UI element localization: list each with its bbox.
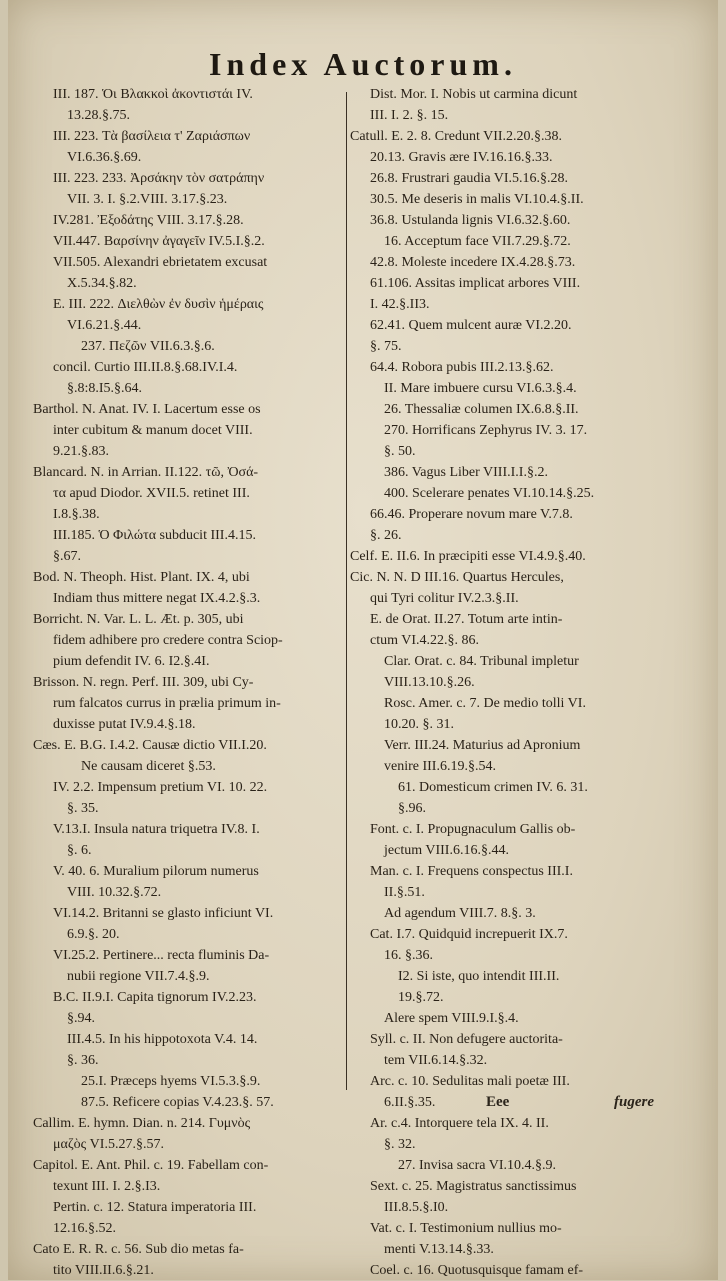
index-entry-line: tito VIII.II.6.§.21. bbox=[53, 1263, 154, 1278]
index-entry-line: §. 75. bbox=[370, 339, 402, 354]
page-title: Index Auctorum. bbox=[209, 46, 517, 82]
index-entry-line: V. 40. 6. Muralium pilorum numerus bbox=[53, 864, 259, 879]
index-entry-line: 13.28.§.75. bbox=[67, 108, 130, 123]
index-entry-line: Man. c. I. Frequens conspectus III.I. bbox=[370, 864, 573, 879]
index-entry-line: 87.5. Reficere copias V.4.23.§. 57. bbox=[81, 1095, 274, 1110]
index-entry-line: 270. Horrificans Zephyrus IV. 3. 17. bbox=[384, 423, 588, 438]
index-entry-line: Sext. c. 25. Magistratus sanctissimus bbox=[370, 1179, 577, 1194]
index-entry-line: §. 32. bbox=[384, 1137, 416, 1152]
index-entry-line: VIII.13.10.§.26. bbox=[384, 675, 475, 690]
index-entry-line: §. 26. bbox=[370, 528, 402, 543]
index-entry-line: VI.14.2. Britanni se glasto inficiunt VI. bbox=[53, 906, 274, 921]
index-entry-line: 64.4. Robora pubis III.2.13.§.62. bbox=[370, 360, 554, 375]
index-entry-line: §.96. bbox=[398, 801, 426, 816]
index-entry-line: 386. Vagus Liber VIII.I.I.§.2. bbox=[384, 465, 548, 480]
index-entry-line: §.67. bbox=[53, 549, 81, 564]
index-entry-line: Ar. c.4. Intorquere tela IX. 4. II. bbox=[370, 1116, 549, 1131]
index-entry-line: 62.41. Quem mulcent auræ VI.2.20. bbox=[370, 318, 572, 333]
index-entry-line: 16. Acceptum face VII.7.29.§.72. bbox=[384, 234, 571, 249]
index-entry-line: 25.I. Præceps hyems VI.5.3.§.9. bbox=[81, 1074, 261, 1089]
index-entry-line: V.13.I. Insula natura triquetra IV.8. I. bbox=[53, 822, 260, 837]
index-entry-line: ctum VI.4.22.§. 86. bbox=[370, 633, 480, 648]
index-entry-line: 26.8. Frustrari gaudia VI.5.16.§.28. bbox=[370, 171, 569, 186]
index-entry-line: fidem adhibere pro credere contra Sciop- bbox=[53, 633, 283, 648]
index-entry-line: Alere spem VIII.9.I.§.4. bbox=[384, 1011, 519, 1026]
index-column-left bbox=[33, 84, 341, 1281]
index-entry-line: §. 50. bbox=[384, 444, 416, 459]
index-entry-line: 6.9.§. 20. bbox=[67, 927, 120, 942]
index-entry-line: X.5.34.§.82. bbox=[67, 276, 137, 291]
index-entry-line: IV. 2.2. Impensum pretium VI. 10. 22. bbox=[53, 780, 268, 795]
index-entry-line: 9.21.§.83. bbox=[53, 444, 109, 459]
index-entry-line: 20.13. Gravis ære IV.16.16.§.33. bbox=[370, 150, 553, 165]
index-entry-line: Cic. N. N. D III.16. Quartus Hercules, bbox=[350, 570, 564, 585]
index-entry-line: Font. c. I. Propugnaculum Gallis ob- bbox=[370, 822, 576, 837]
index-entry-line: 400. Scelerare penates VI.10.14.§.25. bbox=[384, 486, 595, 501]
index-entry-line: 61. Domesticum crimen IV. 6. 31. bbox=[398, 780, 588, 795]
index-entry-line: Cæs. E. B.G. I.4.2. Causæ dictio VII.I.20. bbox=[33, 738, 267, 753]
index-entry-line: VI.6.36.§.69. bbox=[67, 150, 142, 165]
index-entry-line: nubii regione VII.7.4.§.9. bbox=[67, 969, 210, 984]
index-entry-line: VI.6.21.§.44. bbox=[67, 318, 142, 333]
index-entry-line: Bod. N. Theoph. Hist. Plant. IX. 4, ubi bbox=[33, 570, 250, 585]
index-entry-line: Pertin. c. 12. Statura imperatoria III. bbox=[53, 1200, 257, 1215]
index-entry-line: Barthol. N. Anat. IV. I. Lacertum esse os bbox=[33, 402, 261, 417]
index-entry-line: Verr. III.24. Maturius ad Apronium bbox=[384, 738, 581, 753]
index-entry-line: III.4.5. In his hippotoxota V.4. 14. bbox=[67, 1032, 258, 1047]
index-entry-line: texunt III. I. 2.§.I3. bbox=[53, 1179, 161, 1194]
index-entry-line: VII.447. Βαρσίνην ἀγαγεῖν IV.5.I.§.2. bbox=[53, 234, 265, 249]
index-entry-line: III. 187. Ὁι Βλακκοὶ ἀκοντιστάι IV. bbox=[53, 87, 253, 102]
index-entry-line: venire III.6.19.§.54. bbox=[384, 759, 496, 774]
index-entry-line: qui Tyri colitur IV.2.3.§.II. bbox=[370, 591, 519, 606]
index-entry-line: Celf. E. II.6. In præcipiti esse VI.4.9.§.40. bbox=[350, 549, 586, 564]
index-entry-line: I2. Si iste, quo intendit III.II. bbox=[398, 969, 560, 984]
index-entry-line: Cat. I.7. Quidquid increpuerit IX.7. bbox=[370, 927, 568, 942]
index-entry-line: pium defendit IV. 6. I2.§.4I. bbox=[53, 654, 210, 669]
index-entry-line: 36.8. Ustulanda lignis VI.6.32.§.60. bbox=[370, 213, 571, 228]
index-entry-line: 237. Πεζῶν VII.6.3.§.6. bbox=[81, 339, 215, 354]
index-entry-line: E. III. 222. Διελθὼν ἐν δυσὶν ἡμέραις bbox=[53, 297, 264, 312]
index-entry-line: Indiam thus mittere negat IX.4.2.§.3. bbox=[53, 591, 261, 606]
index-entry-line: Coel. c. 16. Quotusquisque famam ef- bbox=[370, 1263, 584, 1278]
catchword: fugere bbox=[614, 1094, 654, 1110]
column-divider bbox=[346, 92, 347, 1090]
index-entry-line: μαζὸς VI.5.27.§.57. bbox=[53, 1137, 164, 1152]
index-entry-line: Callim. E. hymn. Dian. n. 214. Γυμνὸς bbox=[33, 1116, 251, 1131]
index-entry-line: menti V.13.14.§.33. bbox=[384, 1242, 494, 1257]
index-entry-line: Dist. Mor. I. Nobis ut carmina dicunt bbox=[370, 87, 578, 102]
index-entry-line: 66.46. Properare novum mare V.7.8. bbox=[370, 507, 573, 522]
index-entry-line: VII. 3. I. §.2.VIII. 3.17.§.23. bbox=[67, 192, 228, 207]
index-entry-line: §.94. bbox=[67, 1011, 95, 1026]
index-entry-line: IV.281. Ἐξοδάτης VIII. 3.17.§.28. bbox=[53, 213, 244, 228]
index-entry-line: rum falcatos currus in prælia primum in- bbox=[53, 696, 281, 711]
index-entry-line: 42.8. Moleste incedere IX.4.28.§.73. bbox=[370, 255, 576, 270]
index-entry-line: VIII. 10.32.§.72. bbox=[67, 885, 162, 900]
index-entry-line: 12.16.§.52. bbox=[53, 1221, 116, 1236]
index-entry-line: Vat. c. I. Testimonium nullius mo- bbox=[370, 1221, 562, 1236]
index-entry-line: III.8.5.§.I0. bbox=[384, 1200, 449, 1215]
index-entry-line: Ad agendum VIII.7. 8.§. 3. bbox=[384, 906, 536, 921]
index-entry-line: 6.II.§.35. bbox=[384, 1095, 436, 1110]
index-entry-line: §. 6. bbox=[67, 843, 92, 858]
index-entry-line: §. 36. bbox=[67, 1053, 99, 1068]
index-entry-line: Syll. c. II. Non defugere auctorita- bbox=[370, 1032, 563, 1047]
index-entry-line: concil. Curtio III.II.8.§.68.IV.I.4. bbox=[53, 360, 238, 375]
index-entry-line: III. I. 2. §. 15. bbox=[370, 108, 449, 123]
index-entry-line: Clar. Orat. c. 84. Tribunal impletur bbox=[384, 654, 579, 669]
index-entry-line: III.185. Ὁ Φιλώτα subducit III.4.15. bbox=[53, 528, 256, 543]
index-entry-line: jectum VIII.6.16.§.44. bbox=[384, 843, 509, 858]
index-entry-line: III. 223. Τὰ βασίλεια τ' Ζαριάσπων bbox=[53, 129, 251, 144]
index-entry-line: Ne causam diceret §.53. bbox=[81, 759, 216, 774]
index-entry-line: I.8.§.38. bbox=[53, 507, 100, 522]
index-entry-line: III. 223. 233. Ἀρσάκην τὸν σατράπην bbox=[53, 171, 265, 186]
index-entry-line: duxisse putat IV.9.4.§.18. bbox=[53, 717, 196, 732]
index-entry-line: inter cubitum & manum docet VIII. bbox=[53, 423, 253, 438]
index-entry-line: 27. Invisa sacra VI.10.4.§.9. bbox=[398, 1158, 556, 1173]
index-entry-line: 30.5. Me deseris in malis VI.10.4.§.II. bbox=[370, 192, 584, 207]
index-entry-line: τα apud Diodor. XVII.5. retinet III. bbox=[53, 486, 250, 501]
index-entry-line: 26. Thessaliæ columen IX.6.8.§.II. bbox=[384, 402, 579, 417]
index-entry-line: VII.505. Alexandri ebrietatem excusat bbox=[53, 255, 268, 270]
index-entry-line: §.8:8.I5.§.64. bbox=[67, 381, 143, 396]
index-entry-line: 61.106. Assitas implicat arbores VIII. bbox=[370, 276, 581, 291]
index-entry-line: Arc. c. 10. Sedulitas mali poetæ III. bbox=[370, 1074, 570, 1089]
signature-mark: Eee bbox=[486, 1094, 510, 1110]
index-entry-line: Rosc. Amer. c. 7. De medio tolli VI. bbox=[384, 696, 586, 711]
index-entry-line: Cato E. R. R. c. 56. Sub dio metas fa- bbox=[33, 1242, 244, 1257]
index-entry-line: Blancard. N. in Arrian. II.122. τῶ, Ὀσά- bbox=[33, 465, 259, 480]
index-entry-line: 10.20. §. 31. bbox=[384, 717, 454, 732]
index-entry-line: Borricht. N. Var. L. L. Æt. p. 305, ubi bbox=[33, 612, 244, 627]
index-entry-line: Brisson. N. regn. Perf. III. 309, ubi Cy- bbox=[33, 675, 254, 690]
index-entry-line: VI.25.2. Pertinere... recta fluminis Da- bbox=[53, 948, 270, 963]
index-entry-line: Capitol. E. Ant. Phil. c. 19. Fabellam con- bbox=[33, 1158, 269, 1173]
index-entry-line: 16. §.36. bbox=[384, 948, 433, 963]
index-entry-line: E. de Orat. II.27. Totum arte intin- bbox=[370, 612, 563, 627]
index-entry-line: 19.§.72. bbox=[398, 990, 444, 1005]
index-entry-line: I. 42.§.II3. bbox=[370, 297, 430, 312]
index-entry-line: II. Mare imbuere cursu VI.6.3.§.4. bbox=[384, 381, 577, 396]
index-entry-line: §. 35. bbox=[67, 801, 99, 816]
index-entry-line: Catull. E. 2. 8. Credunt VII.2.20.§.38. bbox=[350, 129, 563, 144]
index-entry-line: B.C. II.9.I. Capita tignorum IV.2.23. bbox=[53, 990, 257, 1005]
index-entry-line: tem VII.6.14.§.32. bbox=[384, 1053, 488, 1068]
index-entry-line: II.§.51. bbox=[384, 885, 425, 900]
